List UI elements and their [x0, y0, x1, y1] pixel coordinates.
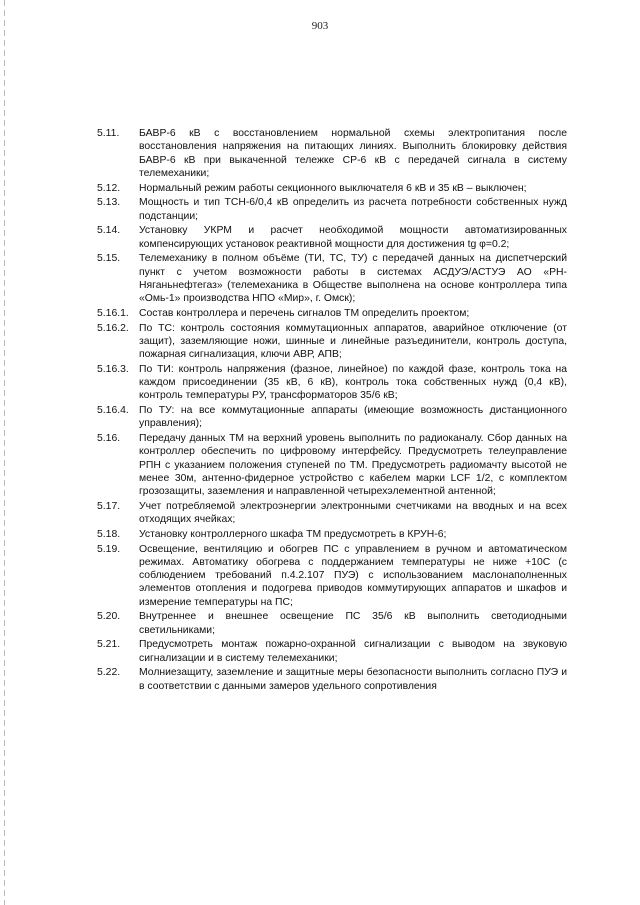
list-item	[97, 638, 567, 665]
list-item	[97, 500, 567, 527]
list-item	[97, 432, 567, 498]
item-text: Установку УКРМ и расчет необходимой мощности автоматизированных компенсирующих установок реактивной мощности для достижения tg φ=0.2;	[139, 225, 567, 250]
item-number: 5.22.	[97, 667, 121, 679]
item-text: Установку контроллерного шкафа ТМ предусмотреть в КРУН-6;	[139, 528, 447, 540]
item-number: 5.19.	[97, 543, 121, 555]
requirements-list	[97, 127, 567, 694]
list-item	[97, 610, 567, 637]
item-text: По ТС: контроль состояния коммутационных аппаратов, аварийное отключение (от защит), заземляющие ножи, шинные и линейные разъединители, контроль доступа, пожарная сигнализация, ключи АВР, АПВ;	[139, 322, 567, 361]
item-text: Передачу данных ТМ на верхний уровень выполнить по радиоканалу. Сбор данных на контроллер обеспечить по цифровому интерфейсу. Предусмотреть телеуправление РПН с указанием положения ступеней по ТМ. Предусмотреть радиомачту высотой не менее 30м, антенно-фидерное устройство с кабелем марки LCF 1/2, с комплектом грозозащиты, заземления и направленной четырехэлементной антенной;	[139, 433, 567, 498]
item-number: 5.18.	[97, 528, 121, 540]
item-number: 5.12.	[97, 182, 121, 194]
item-number: 5.16.1.	[97, 307, 129, 319]
item-number: 5.21.	[97, 639, 121, 651]
list-item	[97, 528, 567, 541]
item-number: 5.11.	[97, 128, 120, 139]
item-number: 5.16.	[97, 433, 121, 445]
item-text: Внутреннее и внешнее освещение ПС 35/6 кВ выполнить светодиодными светильниками;	[139, 611, 567, 636]
item-text: Предусмотреть монтаж пожарно-охранной сигнализации с выводом на звуковую сигнализации и в систему телемеханики;	[139, 639, 567, 664]
item-text: По ТИ: контроль напряжения (фазное, линейное) по каждой фазе, контроль тока на каждом присоединении (35 кВ, 6 кВ), контроль тока собственных нужд (0,4 кВ), контроль температуры РУ, трансформаторов 35/6 кВ;	[139, 363, 567, 402]
item-number: 5.20.	[97, 611, 121, 623]
list-item	[97, 404, 567, 431]
item-text: Учет потребляемой электроэнергии электронными счетчиками на вводных и на всех отходящих ячейках;	[139, 500, 567, 526]
item-text: БАВР-6 кВ с восстановлением нормальной схемы электропитания после восстановления напряжения на питающих линиях. Выполнить блокировку действия БАВР-6 кВ при выкаченной тележке СР-6 кВ с передачей сигнала в систему телемеханики;	[139, 128, 567, 179]
item-text: Освещение, вентиляцию и обогрев ПС с управлением в ручном и автоматическом режимах. Автоматику обогрева с поддержанием температуры не ниже +10С (с соблюдением требований п.4.2.107 ПУЭ) с использованием маслонаполненных элементов отопления и подогрева приводов коммутирующих аппаратов и шкафов и измерение температуры на ПС;	[139, 543, 567, 608]
list-item	[97, 363, 567, 403]
page-edge-line	[4, 0, 5, 905]
item-number: 5.16.2.	[97, 322, 129, 334]
list-item	[97, 196, 567, 223]
item-text: Состав контроллера и перечень сигналов ТМ определить проектом;	[139, 307, 470, 319]
list-item	[97, 307, 567, 320]
item-text: Мощность и тип ТСН-6/0,4 кВ определить из расчета потребности собственных нужд подстанции;	[139, 197, 567, 222]
item-number: 5.16.3.	[97, 363, 129, 375]
item-number: 5.14.	[97, 225, 121, 237]
item-text: Нормальный режим работы секционного выключателя 6 кВ и 35 кВ – выключен;	[139, 182, 527, 194]
list-item	[97, 322, 567, 362]
item-text: Телемеханику в полном объёме (ТИ, ТС, ТУ) с передачей данных на диспетчерский пункт с учетом возможности работы в системах АСДУЭ/АСТУЭ АО «РН-Няганьнефтегаз» (телемеханика в Обществе выполнена на основе контроллера типа «Омь-1» производства НПО «Мир», г. Омск);	[139, 253, 567, 305]
list-item	[97, 666, 567, 693]
item-text: Молниезащиту, заземление и защитные меры безопасности выполнить согласно ПУЭ и в соответствии с данными замеров удельного сопротивления	[139, 667, 567, 692]
list-item	[97, 127, 567, 180]
list-item	[97, 543, 567, 609]
list-item	[97, 224, 567, 251]
item-number: 5.16.4.	[97, 405, 129, 417]
page-number: 903	[311, 20, 329, 32]
list-item	[97, 252, 567, 305]
list-item	[97, 182, 567, 195]
item-number: 5.13.	[97, 197, 121, 209]
item-text: По ТУ: на все коммутационные аппараты (имеющие возможность дистанционного управления);	[139, 405, 567, 430]
item-number: 5.15.	[97, 253, 121, 265]
item-number: 5.17.	[97, 500, 121, 512]
